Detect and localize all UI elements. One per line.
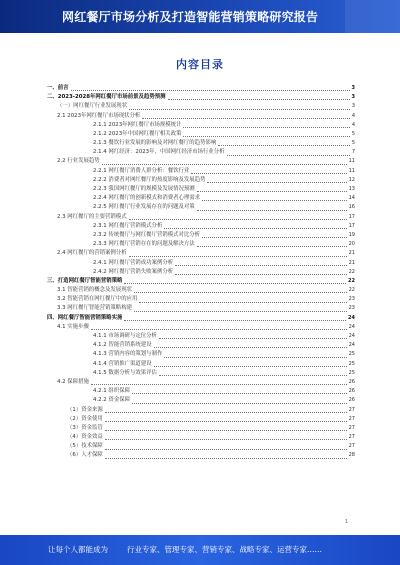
toc-entry-page: 14 (348, 195, 355, 202)
toc-entry-label: 2.2.4 网红餐厅的创新模式和消费者心理需求 (93, 195, 201, 202)
toc-entry-label: （4）资金效益 (67, 434, 103, 441)
toc-entry[interactable] (47, 84, 355, 93)
toc-leader-dots (183, 126, 349, 128)
toc-leader-dots (227, 154, 350, 156)
toc-entry-label: 2.1 2023年网红餐厅市场现状分析 (57, 112, 141, 119)
toc-entry-label: 3.2 智能营销在网红餐厅中的应用 (57, 296, 138, 303)
toc-leader-dots (154, 365, 347, 367)
toc-entry[interactable] (47, 185, 355, 194)
toc-entry-page: 26 (348, 388, 355, 395)
toc-entry-label: 2.2.3 我国网红餐厅的规模及发展情况预测 (93, 186, 195, 193)
toc-leader-dots (105, 420, 347, 422)
toc-entry[interactable] (47, 378, 355, 387)
toc-entry-label: 三、打造网红餐厅智能营销策略 (47, 277, 123, 284)
toc-entry-label: （一）网红餐厅行业发展现状 (57, 103, 128, 110)
page-number: 1 (344, 519, 348, 525)
toc-entry-label: 2.1.2 2023年中国网红餐厅相关政策 (93, 130, 182, 137)
toc-entry-page: 24 (348, 333, 355, 340)
footer-slogan-left: 让每个人都能成为 (48, 545, 108, 554)
toc-entry[interactable] (47, 305, 355, 314)
toc-heading: 内容目录 (176, 58, 224, 71)
toc-leader-dots (105, 438, 347, 440)
toc-entry[interactable] (47, 415, 355, 424)
toc-leader-dots (202, 199, 347, 201)
toc-entry-label: 2.4 网红餐厅的营销案例分析 (57, 250, 127, 257)
toc-leader-dots (91, 328, 347, 330)
toc-entry[interactable] (47, 341, 355, 350)
toc-entry-label: 4.2.1 组织保障 (93, 388, 130, 395)
toc-entry[interactable] (47, 360, 355, 369)
toc-leader-dots (129, 108, 350, 110)
toc-leader-dots (105, 448, 347, 450)
toc-entry[interactable] (47, 433, 355, 442)
toc-entry[interactable] (47, 194, 355, 203)
header-banner (0, 0, 400, 33)
toc-entry-label: 2.1.1 2023年网红餐厅市场规模统计 (93, 121, 182, 128)
toc-entry[interactable] (47, 203, 355, 212)
toc-entry[interactable] (47, 286, 355, 295)
toc-leader-dots (197, 209, 347, 211)
toc-entry[interactable] (47, 139, 355, 148)
toc-entry[interactable] (47, 112, 355, 121)
toc-entry[interactable] (47, 442, 355, 451)
toc-entry[interactable] (47, 323, 355, 332)
toc-entry-page: 7 (351, 149, 355, 156)
toc-entry-label: 2.2 行业发展趋势 (57, 158, 100, 165)
toc-entry-page: 19 (348, 231, 355, 238)
toc-entry-page: 5 (351, 130, 355, 137)
toc-entry-page: 22 (348, 268, 355, 275)
toc-leader-dots (175, 273, 347, 275)
toc-entry-page: 4 (351, 121, 355, 128)
toc-entry[interactable] (47, 158, 355, 167)
toc-leader-dots (159, 337, 347, 339)
toc-entry-page: 3 (351, 84, 355, 91)
toc-entry-page: 17 (348, 213, 355, 220)
toc-entry[interactable] (47, 249, 355, 258)
toc-entry-page: 16 (348, 204, 355, 211)
toc-entry[interactable] (47, 213, 355, 222)
toc-entry-label: （5）技术保障 (67, 443, 103, 450)
toc-leader-dots (132, 402, 347, 404)
toc-entry-page: 12 (348, 176, 355, 183)
toc-leader-dots (134, 291, 347, 293)
toc-entry-page: 23 (348, 305, 355, 312)
toc-leader-dots (142, 117, 350, 119)
toc-entry-label: 2.2.5 网红餐厅行业发展存在的问题及对策 (93, 204, 195, 211)
toc-entry-label: 4.1.3 营销内容的策划与制作 (93, 351, 163, 358)
table-of-contents (47, 84, 355, 461)
toc-entry-page: 24 (348, 314, 355, 321)
report-title: 网红餐厅市场分析及打造智能营销策略研究报告 (62, 10, 319, 24)
toc-entry-page: 3 (351, 94, 355, 101)
toc-entry-label: 4.1.1 市场调研与定位分析 (93, 333, 157, 340)
toc-leader-dots (129, 218, 347, 220)
toc-leader-dots (183, 135, 349, 137)
toc-entry-page: 21 (348, 259, 355, 266)
toc-entry-page: 22 (348, 277, 355, 284)
toc-entry-page: 11 (348, 158, 355, 165)
toc-entry[interactable] (47, 314, 355, 323)
toc-leader-dots (164, 227, 346, 229)
toc-entry[interactable] (47, 369, 355, 378)
toc-entry-label: 2.1.4 网红经济：2023年，中国网红经济市场行业分析 (93, 149, 225, 156)
toc-leader-dots (202, 236, 347, 238)
toc-leader-dots (105, 429, 347, 431)
toc-entry-label: 二、2023-2028年网红餐厅市场前景及趋势预测 (47, 94, 166, 101)
toc-entry-label: （6）人才保障 (67, 452, 103, 459)
toc-entry-page: 25 (348, 360, 355, 367)
toc-entry-label: 2.3.2 传统餐厅与网红餐厅营销模式对比分析 (93, 231, 201, 238)
toc-entry-page: 23 (348, 296, 355, 303)
toc-entry[interactable] (47, 295, 355, 304)
toc-entry-page: 13 (348, 186, 355, 193)
toc-entry-label: 4.1.4 营销推广渠道建设 (93, 360, 152, 367)
toc-entry-page: 27 (348, 415, 355, 422)
toc-entry[interactable] (47, 240, 355, 249)
toc-leader-dots (102, 163, 347, 165)
toc-entry-page: 5 (351, 140, 355, 147)
toc-leader-dots (124, 319, 346, 321)
toc-leader-dots (197, 245, 347, 247)
toc-entry[interactable] (47, 452, 355, 461)
toc-entry-label: 2.1.3 餐饮行业发展的影响及对网红餐厅的趋势影响 (93, 140, 217, 147)
toc-leader-dots (129, 255, 347, 257)
toc-leader-dots (168, 98, 350, 100)
toc-entry[interactable] (47, 176, 355, 185)
toc-entry-label: 4.2 保障措施 (57, 378, 89, 385)
toc-entry[interactable] (47, 102, 355, 111)
toc-entry[interactable] (47, 268, 355, 277)
toc-entry-label: 2.3.1 网红餐厅营销模式分析 (93, 222, 163, 229)
toc-entry[interactable] (47, 350, 355, 359)
toc-leader-dots (139, 301, 346, 303)
toc-leader-dots (71, 89, 350, 91)
toc-entry[interactable] (47, 121, 355, 130)
toc-entry-label: （3）资金监管 (67, 424, 103, 431)
toc-leader-dots (207, 181, 346, 183)
toc-entry-page: 24 (348, 342, 355, 349)
toc-entry-page: 28 (348, 452, 355, 459)
footer-banner (0, 535, 400, 565)
toc-leader-dots (105, 457, 347, 459)
toc-entry-page: 21 (348, 250, 355, 257)
toc-entry-page: 25 (348, 351, 355, 358)
toc-entry-page: 27 (348, 424, 355, 431)
toc-leader-dots (175, 264, 347, 266)
toc-entry-page: 3 (351, 103, 355, 110)
toc-leader-dots (159, 374, 347, 376)
toc-entry-page: 20 (348, 241, 355, 248)
toc-entry-page: 25 (348, 369, 355, 376)
toc-entry-page: 11 (348, 167, 355, 174)
toc-entry-page: 24 (348, 323, 355, 330)
toc-entry-page: 26 (348, 397, 355, 404)
toc-leader-dots (132, 392, 347, 394)
toc-entry-label: 4.1 实施步骤 (57, 323, 89, 330)
toc-entry[interactable] (47, 406, 355, 415)
toc-entry[interactable] (47, 396, 355, 405)
toc-entry[interactable] (47, 167, 355, 176)
toc-entry-label: 2.4.2 网红餐厅营销失败案例分析 (93, 268, 174, 275)
toc-entry[interactable] (47, 222, 355, 231)
toc-entry[interactable] (47, 387, 355, 396)
toc-entry-page: 26 (348, 378, 355, 385)
toc-leader-dots (191, 172, 346, 174)
toc-leader-dots (134, 310, 347, 312)
toc-entry-label: 2.4.1 网红餐厅营销成功案例分析 (93, 259, 174, 266)
toc-leader-dots (91, 383, 347, 385)
header-accent (345, 0, 400, 33)
toc-leader-dots (164, 356, 346, 358)
toc-entry-label: 4.2.2 资金保障 (93, 397, 130, 404)
toc-leader-dots (105, 411, 347, 413)
toc-entry[interactable] (47, 332, 355, 341)
toc-entry[interactable] (47, 424, 355, 433)
toc-leader-dots (197, 190, 347, 192)
toc-entry-label: 3.3 网红餐厅智能营销策略构建 (57, 305, 132, 312)
toc-entry-label: 一、前言 (47, 84, 69, 91)
toc-entry-label: 2.3 网红餐厅的主要营销模式 (57, 213, 127, 220)
toc-entry[interactable] (47, 231, 355, 240)
toc-leader-dots (124, 282, 346, 284)
toc-entry[interactable] (47, 259, 355, 268)
toc-entry[interactable] (47, 148, 355, 157)
toc-entry-page: 27 (348, 434, 355, 441)
toc-entry-page: 22 (348, 287, 355, 294)
toc-leader-dots (154, 346, 347, 348)
toc-leader-dots (218, 144, 350, 146)
toc-entry-label: 2.2.2 消费者对网红餐厅的热度影响及发展趋势 (93, 176, 206, 183)
toc-entry-label: 2.2.1 网红餐厅消费人群分析：餐饮行业 (93, 167, 190, 174)
toc-entry-label: 4.1.5 数据分析与效果评估 (93, 369, 157, 376)
toc-entry[interactable] (47, 277, 355, 286)
footer-slogan-right: 行业专家、管理专家、营销专家、战略专家、运营专家…… (127, 545, 322, 554)
toc-entry[interactable] (47, 130, 355, 139)
toc-entry-page: 27 (348, 406, 355, 413)
toc-entry-page: 4 (351, 112, 355, 119)
toc-entry-label: 四、网红餐厅智能营销策略实施 (47, 314, 123, 321)
toc-entry[interactable] (47, 93, 355, 102)
toc-entry-label: 4.1.2 智能营销系统建设 (93, 342, 152, 349)
toc-entry-label: （1）资金来源 (67, 406, 103, 413)
toc-entry-label: 2.3.3 网红餐厅营销存在的问题及解决方法 (93, 241, 195, 248)
toc-entry-page: 27 (348, 443, 355, 450)
toc-entry-page: 17 (348, 222, 355, 229)
toc-entry-label: （2）资金使用 (67, 415, 103, 422)
toc-entry-label: 3.1 智能营销的概念及发展现状 (57, 287, 132, 294)
